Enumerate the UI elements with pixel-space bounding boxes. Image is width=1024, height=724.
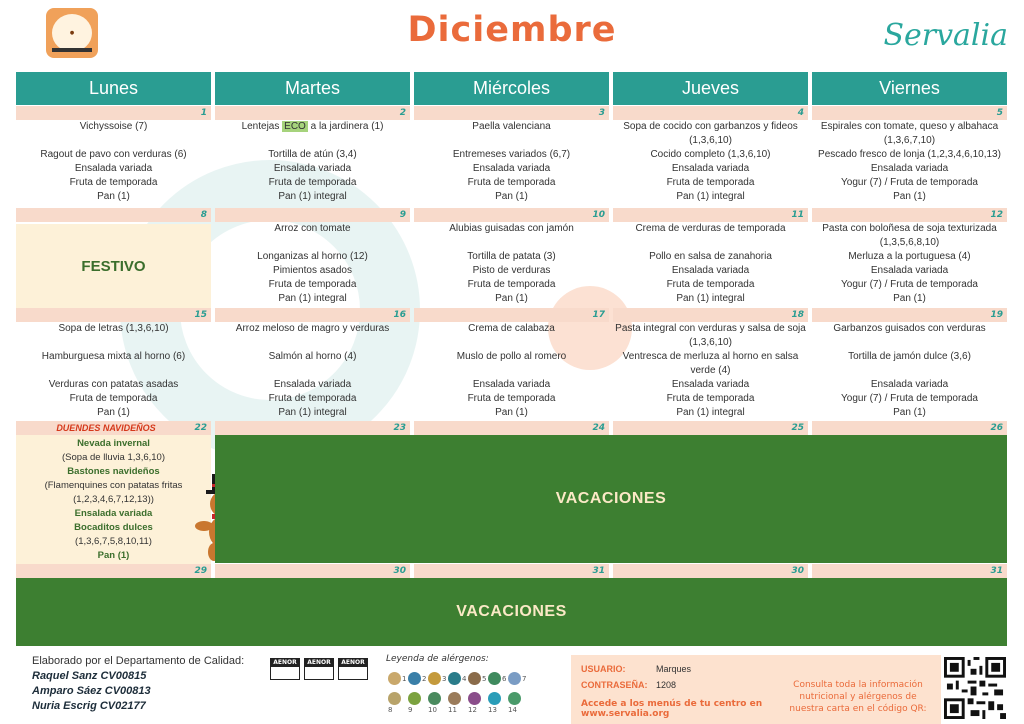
user-label: USUARIO: — [581, 664, 626, 674]
day-number: 24 — [414, 421, 609, 435]
day-number: 31 — [812, 564, 1007, 578]
menu-dish: Yogur (7) / Fruta de temporada — [841, 177, 978, 188]
special-menu-cell — [16, 435, 211, 564]
menu-dish: Arroz con tomate — [274, 223, 351, 234]
menu-dish: Entremeses variados (6,7) — [452, 149, 571, 160]
menu-day-cell — [613, 322, 808, 420]
allergen-icon — [448, 672, 461, 685]
menu-dish: (1,2,3,4,6,7,12,13)) — [73, 494, 154, 505]
menu-dish: Fruta de temporada — [666, 177, 755, 188]
menu-dish: Pan (1) integral — [676, 191, 745, 202]
day-number: 12 — [812, 208, 1007, 222]
menu-dish: Pollo en salsa de zanahoria — [649, 251, 772, 262]
day-number: 30 — [215, 564, 410, 578]
day-number: 3 — [414, 106, 609, 120]
menu-dish: Ensalada variada — [74, 163, 153, 174]
menu-dish: Pan (1) — [97, 407, 130, 418]
menu-dish: (Sopa de lluvia 1,3,6,10) — [62, 452, 165, 463]
menu-dish: Fruta de temporada — [467, 279, 556, 290]
menu-dish: Crema de verduras de temporada — [635, 223, 786, 234]
qr-code-icon — [944, 657, 1006, 719]
menu-day-cell — [613, 120, 808, 204]
menu-dish: Pan (1) integral — [676, 407, 745, 418]
allergen-number: 7 — [522, 675, 527, 683]
menu-dish: Fruta de temporada — [268, 177, 357, 188]
allergen-icon — [488, 672, 501, 685]
menu-dish: Ensalada variada — [870, 265, 949, 276]
menu-day-cell — [812, 222, 1007, 306]
password-label: CONTRASEÑA: — [581, 680, 648, 690]
allergen-number: 13 — [488, 706, 497, 714]
day-header-viernes: Viernes — [812, 72, 1007, 105]
day-number: 15 — [16, 308, 211, 322]
menu-dish: Crema de calabaza — [468, 323, 555, 334]
day-number: 30 — [613, 564, 808, 578]
allergen-number: 4 — [462, 675, 467, 683]
menu-dish: Garbanzos guisados con verduras — [833, 323, 986, 334]
menu-dish: Fruta de temporada — [268, 279, 357, 290]
page-title: Diciembre — [407, 10, 617, 50]
menu-dish: Alubias guisadas con jamón — [449, 223, 574, 234]
allergen-icon — [388, 692, 401, 705]
aenor-cert-badge: AENOR — [270, 658, 300, 680]
menu-day-cell — [414, 222, 609, 306]
allergen-legend-title: Leyenda de alérgenos: — [386, 654, 489, 664]
menu-dish: (Flamenquines con patatas fritas — [44, 480, 183, 491]
allergen-number: 11 — [448, 706, 457, 714]
menu-dish: Pescado fresco de lonja (1,2,3,4,6,10,13) — [818, 149, 1001, 160]
menu-dish: Ensalada variada — [671, 379, 750, 390]
allergen-icon — [428, 692, 441, 705]
day-number: 23 — [215, 421, 410, 435]
allergen-number: 8 — [388, 706, 393, 714]
allergen-number: 12 — [468, 706, 477, 714]
team-member: Raquel Sanz CV00815 — [32, 670, 147, 682]
menu-dish: Pan (1) — [893, 293, 926, 304]
menu-day-cell — [812, 322, 1007, 420]
menus-link[interactable]: Accede a los menús de tu centro en www.servalia.org — [581, 699, 763, 719]
menu-day-cell — [215, 120, 410, 204]
day-number: 9 — [215, 208, 410, 222]
menu-dish: Paella valenciana — [472, 121, 551, 132]
menu-day-cell — [613, 222, 808, 306]
menu-dish: Pisto de verduras — [472, 265, 551, 276]
allergen-icon — [408, 692, 421, 705]
special-menu-list — [16, 437, 211, 563]
menu-dish: Ensalada variada — [273, 163, 352, 174]
menu-calendar — [16, 72, 1007, 648]
menu-dish: Ensalada variada — [870, 379, 949, 390]
day-header-lunes: Lunes — [16, 72, 211, 105]
day-number: 2 — [215, 106, 410, 120]
menu-dish: Fruta de temporada — [666, 393, 755, 404]
festivo-cell: FESTIVO — [16, 224, 211, 308]
team-member: Nuria Escrig CV02177 — [32, 700, 146, 712]
quality-team — [32, 654, 244, 714]
allergen-icon — [448, 692, 461, 705]
menu-dish: Ensalada variada — [671, 163, 750, 174]
menu-day-cell — [812, 120, 1007, 204]
menu-dish: Pan (1) integral — [278, 191, 347, 202]
day-header-miércoles: Miércoles — [414, 72, 609, 105]
menu-dish: Fruta de temporada — [467, 393, 556, 404]
menu-dish: Merluza a la portuguesa (4) — [848, 251, 971, 262]
menu-dish: Pan (1) integral — [278, 407, 347, 418]
menu-dish: Fruta de temporada — [69, 393, 158, 404]
day-header-jueves: Jueves — [613, 72, 808, 105]
aenor-cert-badge: AENOR — [304, 658, 334, 680]
menu-dish: Tortilla de jamón dulce (3,6) — [848, 351, 971, 362]
menu-dish: Pan (1) integral — [278, 293, 347, 304]
menu-dish: Arroz meloso de magro y verduras — [235, 323, 390, 334]
menu-day-cell — [16, 120, 211, 204]
special-menu-label: DUENDES NAVIDEÑOS — [56, 423, 156, 433]
day-number: 25 — [613, 421, 808, 435]
menu-dish: Salmón al horno (4) — [268, 351, 357, 362]
menu-day-cell — [414, 120, 609, 204]
menu-dish: Pasta integral con verduras y salsa de soja (1,3,6,10) — [615, 323, 806, 348]
allergen-icon — [468, 672, 481, 685]
day-number: 10 — [414, 208, 609, 222]
menu-dish: Sopa de letras (1,3,6,10) — [58, 323, 169, 334]
allergen-icon — [428, 672, 441, 685]
menu-dish: Pimientos asados — [273, 265, 352, 276]
menu-dish: Vichyssoise (7) — [79, 121, 148, 132]
day-number: 19 — [812, 308, 1007, 322]
menu-dish: Pan (1) — [495, 191, 528, 202]
vacaciones-banner: VACACIONES — [16, 578, 1007, 646]
qr-code[interactable] — [944, 657, 1006, 719]
menu-dish: (1,3,6,7,5,8,10,11) — [75, 536, 152, 547]
day-number: 1 — [16, 106, 211, 120]
allergen-icon — [508, 672, 521, 685]
menu-dish: Muslo de pollo al romero — [456, 351, 567, 362]
day-number: 29 — [16, 564, 211, 578]
menu-dish: Verduras con patatas asadas — [48, 379, 179, 390]
menu-dish: Ensalada variada — [472, 379, 551, 390]
menu-dish: Tortilla de patata (3) — [467, 251, 556, 262]
day-number: 16 — [215, 308, 410, 322]
menu-dish: Pan (1) integral — [676, 293, 745, 304]
allergen-number: 10 — [428, 706, 437, 714]
allergen-number: 5 — [482, 675, 487, 683]
day-number: 22 — [16, 421, 211, 435]
allergen-icon — [508, 692, 521, 705]
menu-dish: Bocaditos dulces — [74, 522, 153, 533]
allergen-icon — [468, 692, 481, 705]
qr-info-text: Consulta toda la información nutricional y alérgenos de nuestra carta en el código QR: — [789, 680, 927, 714]
servalia-logo: Servalia — [883, 18, 1008, 53]
menu-dish: Fruta de temporada — [69, 177, 158, 188]
vacaciones-banner: VACACIONES — [215, 435, 1007, 563]
allergen-number: 6 — [502, 675, 507, 683]
menu-dish: Pasta con boloñesa de soja texturizada (1,3,5,6,8,10) — [822, 223, 997, 248]
day-number: 17 — [414, 308, 609, 322]
team-member: Amparo Sáez CV00813 — [32, 685, 151, 697]
user-value: Marques — [656, 664, 692, 674]
day-number: 26 — [812, 421, 1007, 435]
menu-dish: Pan (1) — [893, 191, 926, 202]
menu-dish: Lentejas ECO a la jardinera (1) — [241, 121, 384, 132]
allergen-number: 9 — [408, 706, 413, 714]
menu-dish: Yogur (7) / Fruta de temporada — [841, 393, 978, 404]
user-access-box — [571, 655, 941, 724]
allergen-icon — [408, 672, 421, 685]
menu-day-cell — [215, 322, 410, 420]
menu-dish: Pan (1) — [97, 550, 130, 561]
day-header-martes: Martes — [215, 72, 410, 105]
allergen-number: 14 — [508, 706, 517, 714]
menu-dish: Fruta de temporada — [268, 393, 357, 404]
menu-dish: Pan (1) — [893, 407, 926, 418]
aenor-cert-badge: AENOR — [338, 658, 368, 680]
menu-dish: Ensalada variada — [74, 508, 153, 519]
menu-dish: Tortilla de atún (3,4) — [268, 149, 357, 160]
password-value: 1208 — [656, 680, 677, 690]
menu-dish: Ensalada variada — [472, 163, 551, 174]
menu-dish: Sopa de cocido con garbanzos y fideos (1,3,6,10) — [623, 121, 798, 146]
menu-dish: Nevada invernal — [77, 438, 150, 449]
menu-dish: Longanizas al horno (12) — [257, 251, 368, 262]
allergen-number: 1 — [402, 675, 407, 683]
menu-dish: Pan (1) — [495, 407, 528, 418]
menu-dish: Yogur (7) / Fruta de temporada — [841, 279, 978, 290]
menu-dish: Ensalada variada — [870, 163, 949, 174]
allergen-number: 2 — [422, 675, 427, 683]
day-number: 4 — [613, 106, 808, 120]
allergen-icon — [388, 672, 401, 685]
day-number: 31 — [414, 564, 609, 578]
menu-dish: Espirales con tomate, queso y albahaca (1,3,6,7,10) — [820, 121, 999, 146]
menu-dish: Ensalada variada — [273, 379, 352, 390]
menu-day-cell — [414, 322, 609, 420]
menu-dish: Fruta de temporada — [467, 177, 556, 188]
day-number: 18 — [613, 308, 808, 322]
menu-dish: Pan (1) — [97, 191, 130, 202]
menu-day-cell — [215, 222, 410, 306]
menu-dish: Fruta de temporada — [666, 279, 755, 290]
menu-dish: Pan (1) — [495, 293, 528, 304]
menu-dish: Ensalada variada — [671, 265, 750, 276]
day-number: 8 — [16, 208, 211, 222]
menu-dish: Hamburguesa mixta al horno (6) — [41, 351, 186, 362]
menu-dish: Bastones navideños — [67, 466, 160, 477]
menu-dish: Cocido completo (1,3,6,10) — [650, 149, 771, 160]
allergen-number: 3 — [442, 675, 447, 683]
made-by-text: Elaborado por el Departamento de Calidad: — [32, 655, 245, 667]
day-number: 11 — [613, 208, 808, 222]
menu-dish: Ventresca de merluza al horno en salsa verde (4) — [622, 351, 799, 376]
allergen-icon — [488, 692, 501, 705]
menu-dish: Ragout de pavo con verduras (6) — [40, 149, 187, 160]
day-number: 5 — [812, 106, 1007, 120]
eco-badge: ECO — [284, 121, 306, 132]
school-logo: ● — [46, 8, 98, 58]
menu-day-cell — [16, 322, 211, 420]
